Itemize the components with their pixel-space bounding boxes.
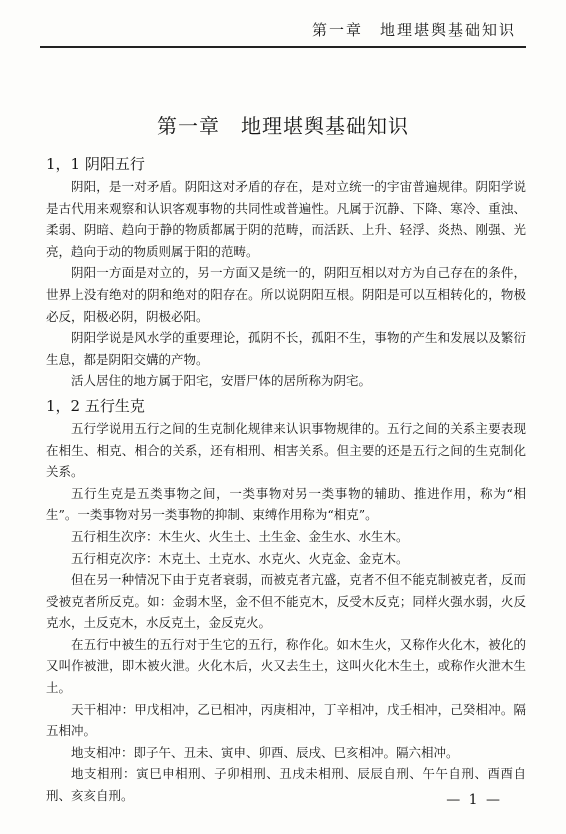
- paragraph: 五行生克是五类事物之间，一类事物对另一类事物的辅助、推进作用，称为“相生”。一类事物对另一类事物的抑制、束缚作用称为“相克”。: [46, 485, 526, 523]
- paragraph: 天干相冲：甲戊相冲，乙已相冲，丙庚相冲，丁辛相冲，戊壬相冲，己癸相冲。隔五相冲。: [46, 701, 526, 739]
- paragraph: 五行相克次序：木克土、土克水、水克火、火克金、金克木。: [71, 550, 409, 566]
- paragraph: 五行相生次序：木生火、火生土、土生金、金生水、水生木。: [71, 528, 409, 544]
- body-text: [46, 152, 526, 807]
- paragraph: 地支相冲：即子午、丑未、寅申、卯酉、辰戌、巳亥相冲。隔六相冲。: [71, 744, 459, 760]
- paragraph: 在五行中被生的五行对于生它的五行，称作化。如木生火，又称作火化木，被化的又叫作被泄，即木被火泄。火化木后，火又去生土，这叫火化木生土，或称作火泄木生土。: [46, 636, 526, 696]
- paragraph: 但在另一种情况下由于克者衰弱，而被克者亢盛，克者不但不能克制被克者，反而受被克者所反克。如：金弱木坚，金不但不能克木，反受木反克；同样火强水弱，火反克水，土反克木，水反克土，金反克火。: [46, 572, 526, 631]
- section-heading-five-elements: 1，2 五行生克: [46, 396, 145, 415]
- page-number: — 1 —: [446, 792, 502, 808]
- running-header: 第一章 地理堪舆基础知识: [311, 21, 516, 39]
- paragraph: 活人居住的地方属于阳宅，安厝尸体的居所称为阴宅。: [71, 373, 372, 389]
- paragraph: 五行学说用五行之间的生克制化规律来认识事物规律的。五行之间的关系主要表现在相生、相克、相合的关系，还有相刑、相害关系。但主要的还是五行之间的生克制化关系。: [46, 420, 526, 480]
- paragraph: 阴阳一方面是对立的，另一方面又是统一的，阴阳互相以对方为自己存在的条件，世界上没有绝对的阴和绝对的阳存在。所以说阴阳互根。阴阳是可以互相转化的，物极必反，阳极必阴，阴极必阳。: [46, 265, 526, 324]
- section-heading-yin-yang: 1，1 阴阳五行: [46, 155, 145, 173]
- header-rule: [40, 46, 526, 48]
- paragraph: 阴阳，是一对矛盾。阴阳这对矛盾的存在，是对立统一的宇宙普遍规律。阴阳学说是古代用来观察和认识客观事物的共同性或普遍性。凡属于沉静、下降、寒冷、重浊、柔弱、阴暗、趋向于静的物质都属于阴的范畴，而活跃、上升、轻浮、炎热、刚强、光亮，趋向于动的物质则属于阳的范畴。: [46, 179, 526, 259]
- paragraph: 地支相刑：寅巳申相刑、子卯相刑、丑戌未相刑、辰辰自刑、午午自刑、酉酉自刑、亥亥自刑。: [46, 766, 526, 804]
- chapter-title: 第一章 地理堪舆基础知识: [157, 114, 409, 138]
- paragraph: 阴阳学说是风水学的重要理论，孤阴不长，孤阳不生，事物的产生和发展以及繁衍生息，都是阴阳交媾的产物。: [46, 330, 526, 367]
